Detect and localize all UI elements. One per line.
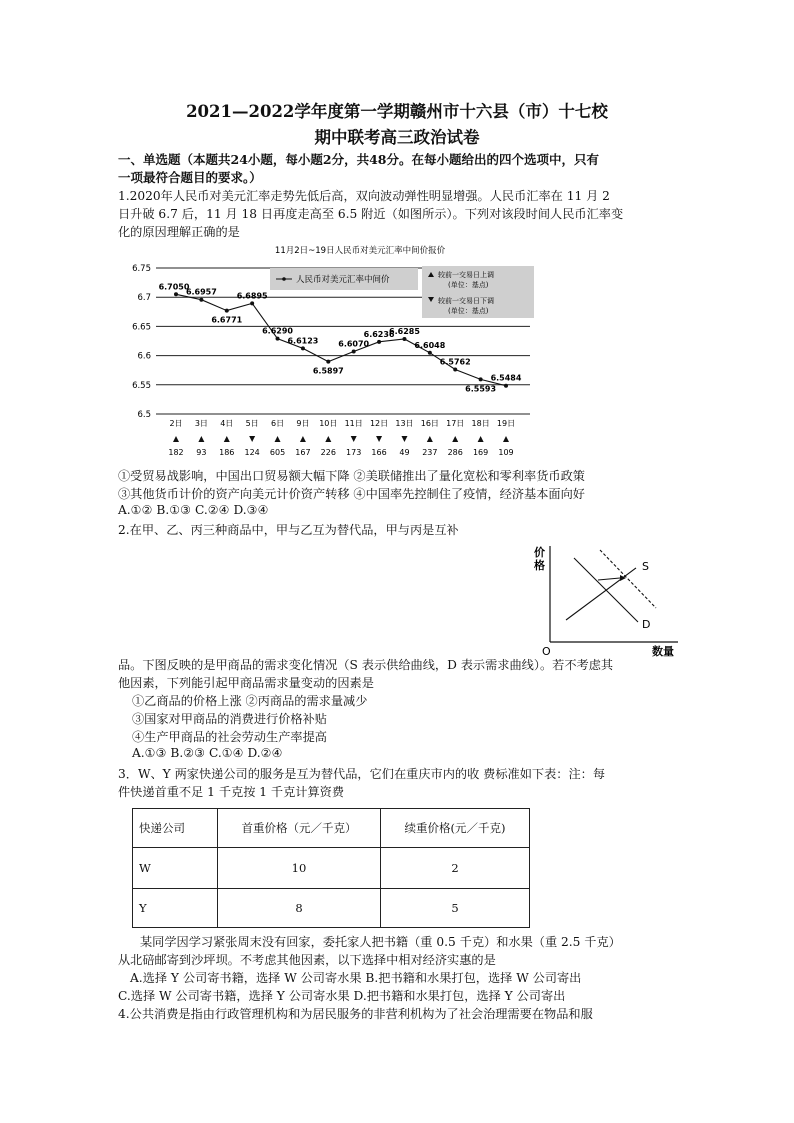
cell-first-price: 10: [218, 848, 381, 889]
up-triangle-icon: [224, 436, 230, 442]
q2-answers: A.①③ B.②③ C.①④ D.②④: [132, 746, 283, 760]
q1-options-line2: ③其他货币计价的资产向美元计价资产转移 ④中国率先控制住了疫情，经济基本面向好: [118, 487, 585, 501]
quantity-axis-label: 数量: [652, 645, 674, 658]
data-label: 6.7050: [158, 282, 190, 292]
data-label: 6.6285: [389, 326, 420, 336]
data-label: 6.6771: [211, 315, 243, 325]
q2-option-4: ④生产甲商品的社会劳动生产率提高: [132, 730, 327, 744]
up-triangle-icon: [325, 436, 331, 442]
cell-first-price: 8: [218, 889, 381, 928]
data-point: [479, 377, 483, 381]
up-triangle-icon: [478, 436, 484, 442]
q1-answers: A.①② B.①③ C.②④ D.③④: [118, 503, 269, 517]
data-point: [199, 298, 203, 302]
data-point: [326, 360, 330, 364]
y-tick-label: 6.6: [137, 351, 151, 362]
x-tick-label: 3日: [194, 419, 208, 428]
change-points-label: 226: [320, 448, 336, 457]
change-points-label: 186: [219, 448, 235, 457]
data-point: [352, 350, 356, 354]
y-tick-label: 6.75: [132, 264, 151, 274]
cell-company: W: [133, 848, 218, 889]
data-label: 6.6236: [363, 329, 395, 339]
change-points-label: 169: [472, 448, 489, 457]
demand-label: D: [642, 618, 651, 631]
change-points-label: 109: [498, 448, 514, 457]
q2-option-3: ③国家对甲商品的消费进行价格补贴: [132, 712, 327, 726]
q1-stem-line3: 化的原因理解正确的是: [118, 225, 240, 239]
table-row: [133, 889, 530, 928]
q3-options-line1: A.选择 Y 公司寄书籍，选择 W 公司寄水果 B.把书籍和水果打包，选择 W 公司寄出: [130, 971, 582, 985]
up-triangle-icon: [275, 436, 281, 442]
exam-title-line2: 期中联考高三政治试卷: [314, 128, 480, 147]
change-points-label: 173: [346, 448, 362, 457]
x-tick-label: 17日: [446, 419, 465, 428]
down-triangle-icon: [249, 436, 255, 442]
x-tick-label: 6日: [270, 419, 285, 428]
exchange-rate-chart: [120, 240, 540, 464]
x-tick-label: 10日: [319, 419, 338, 428]
x-tick-label: 5日: [245, 419, 259, 428]
col-header-extra-weight: 续重价格(元／千克): [381, 809, 530, 848]
price-axis-label-2: 格: [534, 559, 545, 572]
up-triangle-icon: [198, 436, 204, 442]
data-point: [225, 309, 229, 313]
cell-extra-price: 2: [381, 848, 530, 889]
q3-options-line2: C.选择 W 公司寄书籍，选择 Y 公司寄水果 D.把书籍和水果打包，选择 Y 公司寄出: [118, 989, 566, 1003]
table-row: [133, 848, 530, 889]
q3-stem-line1: 3．W、Y 两家快递公司的服务是互为替代品，它们在重庆市内的收 费标准如下表：注：每: [118, 767, 606, 781]
change-points-label: 605: [269, 448, 286, 457]
legend-up-label: 较前一交易日上调: [438, 271, 494, 279]
q1-stem-line1: 1.2020年人民币对美元汇率走势先低后高，双向波动弹性明显增强。人民币汇率在 11 月 2: [118, 189, 610, 203]
q2-stem-line1: 2.在甲、乙、丙三种商品中，甲与乙互为替代品，甲与丙是互补: [118, 523, 459, 537]
change-points-label: 124: [244, 448, 260, 457]
data-label: 6.6048: [414, 340, 446, 350]
x-tick-label: 11日: [344, 419, 363, 428]
up-triangle-icon: [300, 436, 306, 442]
section-heading-line1: 一、单选题（本题共24小题，每小题2分，共48分。在每小题给出的四个选项中，只有: [118, 152, 599, 167]
data-point: [276, 337, 280, 341]
data-point: [402, 337, 406, 341]
y-tick-label: 6.65: [132, 322, 151, 333]
x-tick-label: 16日: [420, 419, 439, 428]
price-axis-label-1: 价: [534, 546, 545, 559]
data-point: [301, 346, 305, 350]
up-triangle-icon: [173, 436, 179, 442]
chart-title: 11月2日~19日人民币对美元汇率中间价报价: [274, 246, 446, 256]
data-label: 6.5593: [465, 384, 497, 394]
data-point: [453, 367, 457, 371]
data-label: 6.6070: [338, 339, 370, 349]
data-label: 6.6895: [236, 291, 268, 301]
exam-title-line1: 2021—2022学年度第一学期赣州市十六县（市）十七校: [186, 102, 608, 121]
down-triangle-icon: [376, 436, 382, 442]
legend-down-label: 较前一交易日下调: [438, 297, 494, 305]
change-points-label: 286: [447, 448, 463, 457]
fee-table: [132, 808, 530, 928]
origin-label: O: [542, 645, 551, 658]
x-tick-label: 19日: [496, 419, 516, 428]
data-label: 6.6123: [287, 336, 319, 346]
change-points-label: 182: [168, 448, 184, 457]
q4-stem-line1: 4.公共消费是指由行政管理机构和为居民服务的非营利机构为了社会治理需要在物品和服: [118, 1007, 593, 1021]
change-points-label: 167: [295, 448, 311, 457]
q3-body-line1: 某同学因学习紧张周末没有回家，委托家人把书籍（重 0.5 千克）和水果（重 2.5 千克）: [140, 935, 621, 949]
q3-stem-line2: 件快递首重不足 1 千克按 1 千克计算资费: [118, 785, 345, 799]
col-header-company: 快递公司: [133, 809, 218, 848]
fee-table-header-row: [133, 809, 530, 848]
shift-arrow: [598, 578, 620, 580]
change-points-label: 93: [196, 448, 207, 457]
cell-company: Y: [133, 889, 218, 928]
legend-up-unit: (单位：基点): [448, 281, 489, 289]
legend-series-label: 人民币对美元汇率中间价: [296, 275, 390, 285]
change-points-label: 49: [399, 448, 410, 457]
up-triangle-icon: [452, 436, 458, 442]
x-tick-label: 18日: [471, 419, 490, 428]
q2-option-1-2: ①乙商品的价格上涨 ②丙商品的需求量减少: [132, 694, 368, 708]
down-triangle-icon: [401, 436, 407, 442]
q1-options-line1: ①受贸易战影响，中国出口贸易额大幅下降 ②美联储推出了量化宽松和零利率货币政策: [118, 469, 585, 483]
supply-demand-diagram: [530, 538, 690, 658]
supply-label: S: [642, 560, 649, 573]
x-tick-label: 9日: [296, 419, 310, 428]
legend-down-unit: (单位：基点): [448, 307, 489, 315]
x-tick-label: 2日: [169, 419, 183, 428]
q2-stem-line2: 品。下图反映的是甲商品的需求变化情况（S 表示供给曲线，D 表示需求曲线）。若不考虑其: [118, 658, 614, 672]
data-point: [250, 301, 254, 305]
x-tick-label: 12日: [369, 419, 389, 428]
y-tick-label: 6.55: [132, 380, 151, 391]
down-triangle-icon: [351, 436, 357, 442]
data-label: 6.5762: [439, 357, 471, 367]
data-point: [174, 292, 178, 296]
q3-body-line2: 从北碚邮寄到沙坪坝。不考虑其他因素，以下选择中相对经济实惠的是: [118, 953, 496, 967]
change-points-label: 166: [371, 448, 387, 457]
change-points-label: 237: [422, 448, 438, 457]
x-tick-label: 13日: [395, 419, 414, 428]
data-label: 6.6957: [185, 287, 217, 297]
x-tick-label: 4日: [220, 419, 234, 428]
cell-extra-price: 5: [381, 889, 530, 928]
up-triangle-icon: [503, 436, 509, 442]
data-label: 6.5484: [490, 373, 522, 383]
up-triangle-icon: [427, 436, 433, 442]
q2-stem-line3: 他因素，下列能引起甲商品需求量变动的因素是: [118, 676, 374, 690]
data-label: 6.5897: [312, 366, 344, 376]
demand-curve: [574, 558, 638, 622]
y-tick-label: 6.5: [137, 410, 151, 420]
data-point: [377, 340, 381, 344]
data-label: 6.6290: [262, 326, 293, 336]
data-point: [428, 351, 432, 355]
y-tick-label: 6.7: [137, 293, 151, 304]
col-header-first-weight: 首重价格（元／千克）: [218, 809, 381, 848]
q1-stem-line2: 日升破 6.7 后，11 月 18 日再度走高至 6.5 附近（如图所示）。下列对该段时间人民币汇率变: [118, 207, 624, 221]
data-point: [504, 384, 508, 388]
section-heading-line2: 一项最符合题目的要求。）: [118, 170, 262, 185]
